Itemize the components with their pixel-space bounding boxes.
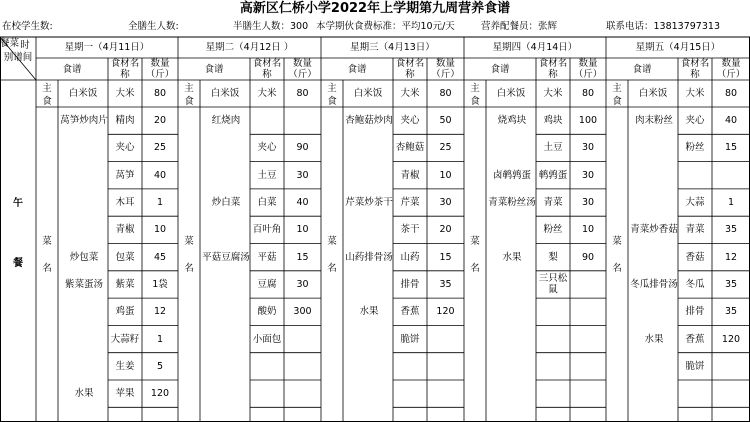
material-cell: 山药	[400, 251, 420, 263]
qty-cell	[284, 380, 321, 407]
section-label-main: 食	[42, 95, 52, 107]
main-material: 大米	[400, 88, 420, 99]
recipe-cell	[58, 134, 110, 161]
main-recipe: 白米饭	[496, 88, 526, 99]
meal-label-lunch-2: 餐	[13, 257, 23, 269]
qty-cell: 30	[296, 278, 309, 290]
section-label-main: 主	[470, 82, 480, 94]
recipe-cell: 冬瓜排骨汤	[630, 278, 678, 290]
section-label-dish: 菜	[327, 235, 337, 247]
material-cell	[536, 325, 570, 352]
qty-cell: 35	[724, 278, 738, 290]
recipe-cell	[628, 353, 680, 380]
material-cell	[250, 107, 284, 134]
col-header-qty: 数量（斤）	[288, 58, 317, 80]
main-qty: 80	[153, 88, 167, 99]
qty-cell	[712, 380, 750, 407]
page-title: 高新区仁桥小学2022年上学期第九周营养食谱	[239, 1, 511, 16]
main-recipe: 白米饭	[638, 88, 668, 99]
main-material: 大米	[115, 88, 135, 99]
qty-cell: 30	[581, 169, 595, 181]
main-material: 大米	[543, 88, 563, 99]
half-meal-label: 半膳生人数：	[233, 21, 291, 32]
corner-label-category: 别谱间	[3, 51, 33, 63]
qty-cell: 100	[578, 115, 598, 127]
material-cell: 土豆	[543, 142, 563, 154]
qty-cell: 20	[439, 224, 452, 236]
material-cell	[250, 353, 284, 380]
material-cell	[536, 353, 570, 380]
qty-cell: 40	[153, 169, 167, 181]
qty-cell	[712, 353, 750, 380]
recipe-cell	[200, 271, 252, 298]
material-cell: 莴笋	[115, 169, 135, 181]
qty-cell: 25	[153, 142, 167, 154]
qty-cell	[570, 271, 606, 298]
qty-cell: 12	[724, 251, 738, 263]
recipe-cell: 平菇豆腐汤	[202, 251, 250, 263]
main-material: 大米	[685, 88, 705, 99]
recipe-cell: 烧鸡块	[497, 115, 527, 127]
recipe-cell	[200, 134, 252, 161]
corner-label-meal-dish: 餐菜	[0, 37, 20, 49]
qty-cell: 90	[296, 142, 309, 154]
recipe-cell	[343, 325, 395, 352]
material-cell: 脆饼	[685, 360, 705, 372]
material-cell: 酸奶	[257, 306, 277, 318]
qty-cell: 30	[296, 169, 309, 181]
qty-cell: 30	[581, 142, 595, 154]
qty-cell: 10	[296, 224, 309, 236]
qty-cell: 35	[724, 224, 738, 236]
section-label-main: 主	[42, 82, 52, 94]
material-cell: 脆饼	[400, 333, 420, 345]
recipe-cell	[200, 353, 252, 380]
material-cell: 青菜	[685, 224, 705, 236]
section-label-main: 食	[470, 95, 480, 107]
qty-cell	[570, 298, 606, 325]
col-header-recipe: 食谱	[632, 63, 652, 75]
qty-cell: 25	[439, 142, 452, 154]
material-cell: 青菜	[543, 197, 563, 209]
col-header-material: 食材名称	[395, 58, 425, 80]
qty-cell: 120	[721, 333, 741, 345]
qty-cell: 45	[153, 251, 167, 263]
col-header-recipe: 食谱	[347, 63, 367, 75]
recipe-cell	[200, 325, 252, 352]
material-cell: 排骨	[400, 278, 420, 290]
recipe-cell	[58, 325, 110, 352]
recipe-cell	[628, 298, 680, 325]
full-meal-count-label: 全膳生人数:	[128, 21, 179, 32]
material-cell: 夹心	[257, 142, 277, 154]
material-cell: 鸡蛋	[115, 306, 135, 318]
col-header-recipe: 食谱	[62, 63, 82, 75]
main-recipe: 白米饭	[210, 88, 240, 99]
recipe-cell: 炒包菜	[69, 251, 99, 263]
qty-cell: 1	[156, 333, 164, 345]
recipe-cell	[628, 134, 680, 161]
qty-cell	[427, 380, 464, 407]
main-material: 大米	[257, 88, 277, 99]
material-cell: 小面包	[252, 333, 282, 345]
corner-label-time: 时	[20, 39, 30, 51]
material-cell: 粉丝	[543, 224, 563, 236]
qty-cell: 50	[439, 115, 452, 127]
half-meal-value: 300	[290, 21, 309, 32]
material-cell: 精肉	[115, 115, 135, 127]
meal-fee-standard: 本学期伙食费标准：平均10元/天	[316, 21, 455, 32]
material-cell	[678, 380, 712, 407]
qty-cell	[284, 325, 321, 352]
day-title-2: 星期二（4月12日 ）	[205, 42, 294, 53]
qty-cell: 1	[156, 197, 164, 209]
col-header-material: 食材名称	[538, 58, 568, 80]
material-cell: 大蒜籽	[110, 333, 140, 345]
material-cell: 香蕉	[685, 333, 705, 345]
recipe-cell	[200, 162, 252, 189]
material-cell: 茶干	[400, 224, 420, 236]
material-cell: 包菜	[115, 251, 135, 263]
material-cell	[678, 162, 712, 189]
main-qty: 80	[296, 88, 309, 99]
recipe-cell: 紫菜蛋汤	[64, 278, 103, 290]
qty-cell: 35	[724, 306, 738, 318]
col-header-qty: 数量（斤）	[716, 58, 746, 80]
section-label-dish: 名	[612, 262, 622, 274]
recipe-cell: 肉末粉丝	[634, 115, 673, 127]
qty-cell: 1袋	[152, 278, 168, 290]
section-label-main: 主	[327, 82, 337, 94]
section-label-dish: 菜	[470, 235, 480, 247]
main-qty: 80	[581, 88, 595, 99]
material-cell: 生姜	[115, 360, 135, 372]
main-qty: 80	[439, 88, 452, 99]
recipe-cell: 卤鹌鹑蛋	[492, 169, 531, 181]
qty-cell: 120	[150, 388, 170, 400]
material-cell: 鹌鹑蛋	[538, 169, 568, 181]
qty-cell: 12	[153, 306, 167, 318]
meal-label-lunch-1: 午	[13, 197, 23, 209]
material-cell: 三只松鼠	[538, 273, 568, 296]
day-title-5: 星期五（4月15日）	[635, 42, 721, 53]
qty-cell: 300	[293, 306, 312, 318]
material-cell	[536, 380, 570, 407]
recipe-cell	[486, 271, 538, 298]
material-cell: 紫菜	[115, 278, 135, 290]
material-cell: 豆腐	[257, 278, 277, 290]
col-header-recipe: 食谱	[204, 63, 224, 75]
material-cell	[393, 353, 427, 380]
qty-cell	[712, 162, 750, 189]
recipe-cell	[58, 216, 110, 243]
section-label-main: 食	[612, 95, 622, 107]
section-label-main: 主	[184, 82, 194, 94]
material-cell: 芹菜	[400, 197, 420, 209]
recipe-cell: 水果	[502, 251, 522, 263]
recipe-cell	[343, 271, 395, 298]
qty-cell: 35	[439, 278, 452, 290]
recipe-cell	[58, 189, 110, 216]
recipe-cell: 山药排骨汤	[345, 251, 393, 263]
material-cell: 排骨	[685, 306, 705, 318]
contact-phone: 联系电话：13813797313	[606, 21, 720, 32]
material-cell: 平菇	[257, 251, 277, 263]
material-cell: 梨	[548, 251, 558, 263]
recipe-cell	[343, 380, 395, 407]
qty-cell: 40	[296, 197, 309, 209]
col-header-material: 食材名称	[680, 58, 710, 80]
section-label-main: 主	[612, 82, 622, 94]
day-title-4: 星期四（4月14日）	[492, 42, 578, 53]
main-recipe: 白米饭	[68, 88, 98, 99]
qty-cell	[570, 353, 606, 380]
col-header-qty: 数量（斤）	[573, 58, 603, 80]
material-cell	[536, 298, 570, 325]
recipe-cell: 杏鲍菇炒肉	[345, 115, 393, 127]
section-label-main: 食	[184, 95, 194, 107]
qty-cell: 120	[436, 306, 455, 318]
recipe-cell	[486, 353, 538, 380]
recipe-cell	[200, 380, 252, 407]
qty-cell	[427, 353, 464, 380]
recipe-cell: 炒白菜	[211, 197, 241, 209]
material-cell: 土豆	[257, 169, 277, 181]
recipe-cell: 水果	[74, 388, 94, 400]
material-cell: 夹心	[400, 115, 420, 127]
qty-cell: 10	[581, 224, 595, 236]
recipe-cell	[343, 216, 395, 243]
day-title-1: 星期一（4月11日）	[64, 42, 150, 53]
recipe-cell	[486, 216, 538, 243]
section-label-dish: 名	[42, 262, 52, 274]
recipe-cell	[486, 380, 538, 407]
qty-cell: 15	[439, 251, 452, 263]
recipe-cell	[486, 298, 538, 325]
recipe-cell	[58, 353, 110, 380]
recipe-cell: 青菜粉丝汤	[488, 197, 536, 209]
col-header-recipe: 食谱	[490, 63, 510, 75]
section-label-dish: 菜	[612, 235, 622, 247]
qty-cell	[284, 107, 321, 134]
material-cell: 青椒	[400, 169, 420, 181]
material-cell: 香蕉	[400, 306, 420, 318]
qty-cell: 15	[296, 251, 309, 263]
material-cell	[250, 380, 284, 407]
qty-cell	[284, 353, 321, 380]
recipe-cell: 青菜炒香菇	[630, 224, 678, 236]
recipe-cell	[343, 162, 395, 189]
material-cell: 百叶角	[252, 224, 282, 236]
qty-cell: 30	[581, 197, 595, 209]
qty-cell: 20	[153, 115, 167, 127]
recipe-cell	[628, 380, 680, 407]
recipe-cell: 水果	[359, 306, 379, 318]
recipe-cell	[628, 162, 680, 189]
col-header-qty: 数量（斤）	[145, 58, 175, 80]
section-label-dish: 名	[327, 262, 337, 274]
recipe-cell	[343, 353, 395, 380]
recipe-cell: 芹菜炒茶干	[345, 197, 393, 209]
qty-cell: 10	[439, 169, 452, 181]
material-cell: 大蒜	[685, 197, 705, 209]
qty-cell: 15	[724, 142, 738, 154]
recipe-cell: 红烧肉	[211, 115, 241, 127]
recipe-cell	[486, 325, 538, 352]
recipe-cell	[58, 162, 110, 189]
qty-cell: 40	[724, 115, 738, 127]
section-label-dish: 名	[184, 262, 194, 274]
material-cell: 青椒	[115, 224, 135, 236]
qty-cell: 10	[153, 224, 167, 236]
material-cell: 夹心	[685, 115, 705, 127]
section-label-dish: 名	[470, 262, 480, 274]
dietitian-label: 营养配餐员：张辉	[481, 21, 558, 32]
section-label-main: 食	[327, 95, 337, 107]
qty-cell: 1	[727, 197, 735, 209]
recipe-cell	[58, 298, 110, 325]
material-cell: 夹心	[115, 142, 135, 154]
col-header-material: 食材名称	[110, 58, 140, 80]
material-cell: 冬瓜	[685, 278, 705, 290]
recipe-cell	[628, 244, 680, 271]
students-count-label: 在校学生数:	[2, 21, 53, 32]
material-cell: 木耳	[115, 197, 135, 209]
qty-cell	[570, 325, 606, 352]
recipe-cell	[200, 216, 252, 243]
recipe-cell	[343, 134, 395, 161]
qty-cell	[427, 325, 464, 352]
qty-cell: 5	[156, 360, 164, 372]
col-header-material: 食材名称	[252, 58, 282, 80]
recipe-cell: 莴笋炒肉片	[60, 115, 108, 127]
qty-cell: 90	[581, 251, 595, 263]
main-qty: 80	[724, 88, 738, 99]
material-cell: 香菇	[685, 251, 705, 263]
qty-cell: 30	[439, 197, 452, 209]
section-label-dish: 菜	[184, 235, 194, 247]
col-header-qty: 数量（斤）	[431, 58, 460, 80]
day-title-3: 星期三（4月13日）	[350, 42, 435, 53]
material-cell: 白菜	[257, 197, 277, 209]
material-cell: 粉丝	[685, 142, 705, 154]
recipe-cell: 水果	[644, 333, 664, 345]
recipe-cell	[200, 298, 252, 325]
recipe-cell	[628, 189, 680, 216]
recipe-cell	[486, 134, 538, 161]
material-cell: 杏鲍菇	[395, 142, 425, 154]
material-cell: 鸡块	[543, 115, 563, 127]
main-recipe: 白米饭	[353, 88, 383, 99]
material-cell: 苹果	[115, 388, 135, 400]
material-cell	[393, 380, 427, 407]
qty-cell	[570, 380, 606, 407]
section-label-dish: 菜	[42, 235, 52, 247]
